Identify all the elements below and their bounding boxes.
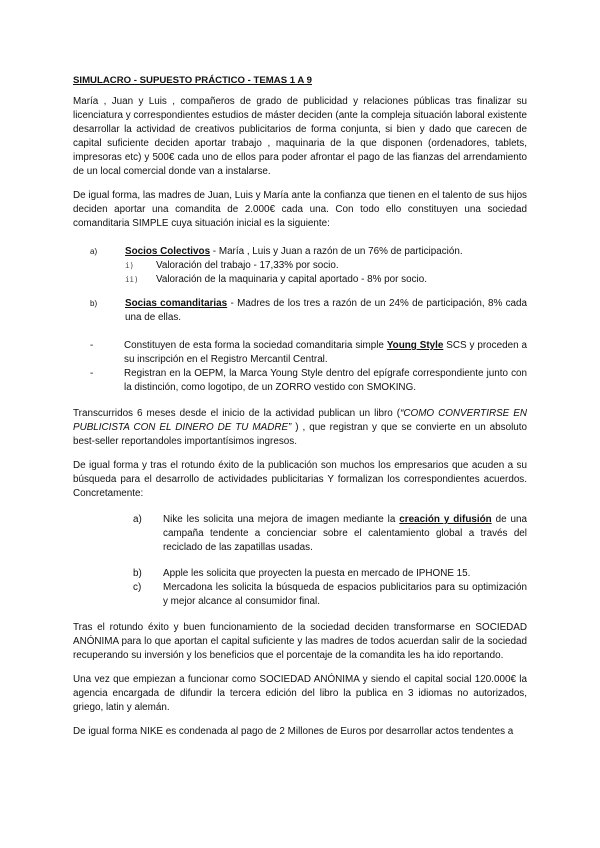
sublist-item-ii (125, 273, 527, 287)
paragraph-transformation: Tras el rotundo éxito y buen funcionamiento de la sociedad deciden transformarse en SOCIEDAD ANÓNIMA para lo que aportan el capital suficiente y las madres de todos acuerdan salir de la sociedad recuperando su inversión y los beneficios que el porcentaje de la comandita les ha ido reportando. (73, 622, 527, 661)
sublist (125, 259, 527, 287)
document-page (73, 74, 527, 739)
list-partners (73, 245, 527, 325)
dash-item-trademark (73, 367, 527, 395)
term-creacion-difusion: creación y difusión (399, 514, 492, 525)
sublist-item-i (125, 259, 527, 273)
dash-list (73, 339, 527, 395)
term-socios-colectivos: Socios Colectivos (125, 246, 211, 257)
list-marker: b) (90, 299, 98, 308)
paragraph-mothers: De igual forma, las madres de Juan, Luis y María ante la confianza que tienen en el talento de sus hijos deciden aportar una comandita de 2.000€ cada una. Con todo ello constituyen una sociedad comanditaria SIMPLE cuya situación inicial es la siguiente: (73, 190, 527, 229)
list-item-text: - María , Luis y Juan a razón de un 76% de participación. (210, 246, 463, 257)
client-item-apple (73, 567, 527, 581)
client-list (73, 513, 527, 609)
list-marker: - (90, 368, 94, 379)
list-item-text: Valoración de la maquinaria y capital aportado - 8% por socio. (156, 274, 427, 285)
list-item-text: - Madres de los tres a razón de un 24% de participación, 8% cada una de ellas. (125, 298, 527, 323)
list-item-text: Apple les solicita que proyecten la puesta en mercado de IPHONE 15. (163, 568, 471, 579)
brand-young-style: Young Style (386, 340, 444, 351)
list-marker: b) (133, 568, 142, 579)
list-item-b (73, 297, 527, 325)
paragraph-intro: María , Juan y Luis , compañeros de grado de publicidad y relaciones públicas tras finalizar su licenciatura y correspondientes estudios de máster deciden (ante la compleja situación laboral existente desarrollar la actividad de creativos publicitarios de forma conjunta, si bien y dado que carecen de capital suficiente deciden aportar trabajo , maquinaria de la que disponen (ordenadores, tablets, impresoras etc) y 500€ cada uno de ellos para poder afrontar el pago de las fianzas del arrendamiento de un local comercial donde van a instalarse. (73, 96, 527, 177)
term-socias-comanditarias: Socias comanditarias (125, 298, 228, 309)
list-marker: i) (125, 261, 135, 270)
paragraph-book: Transcurridos 6 meses desde el inicio de la actividad publican un libro (“COMO CONVERTIRSE EN PUBLICISTA CON EL DINERO DE TU MADRE” ) , que registran y que se convierte en un absoluto best-seller reportandoles importantísimos ingresos. (73, 408, 528, 447)
list-marker: a) (133, 514, 142, 525)
list-marker: - (90, 340, 94, 351)
client-item-nike: a) Nike les solicita una mejora de imagen mediante la creación y difusión de una campaña tendente a concienciar sobre el calentamiento global a través del reciclado de las zapatillas usadas. (73, 513, 527, 555)
list-item-a (73, 245, 527, 259)
document-title: SIMULACRO - SUPUESTO PRÁCTICO - TEMAS 1 A 9 (73, 75, 312, 86)
list-marker: a) (90, 247, 98, 256)
paragraph-nike-fine: De igual forma NIKE es condenada al pago de 2 Millones de Euros por desarrollar actos tendentes a (73, 726, 514, 737)
list-item-text: Registran en la OEPM, la Marca Young Style dentro del epígrafe correspondiente junto con la distinción, como logotipo, de un ZORRO vestido con SMOKING. (124, 368, 527, 393)
client-item-mercadona (73, 581, 527, 609)
paragraph-clients-intro: De igual forma y tras el rotundo éxito de la publicación son muchos los empresarios que acuden a su búsqueda para el desarrollo de actividades publicitarias Y formalizan los correspondientes acuerdos. Concretamente: (73, 460, 527, 499)
book-title: “COMO CONVERTIRSE EN PUBLICISTA CON EL DINERO DE TU MADRE” (73, 408, 527, 433)
dash-item-constitution: - Constituyen de esta forma la sociedad comanditaria simple Young Style SCS y proceden a su inscripción en el Registro Mercantil Central. (73, 339, 527, 367)
list-marker: c) (133, 582, 142, 593)
list-item-text: Valoración del trabajo - 17,33% por socio. (156, 260, 339, 271)
list-item-text: Mercadona les solicita la búsqueda de espacios publicitarios para su optimización y mejor alcance al consumidor final. (163, 582, 527, 607)
paragraph-sociedad-anonima: Una vez que empiezan a funcionar como SOCIEDAD ANÓNIMA y siendo el capital social 120.000€ la agencia encargada de difundir la tercera edición del libro la publica en 3 idiomas no autorizados, griego, latin y alemán. (73, 674, 527, 713)
list-marker: ii) (125, 275, 139, 284)
